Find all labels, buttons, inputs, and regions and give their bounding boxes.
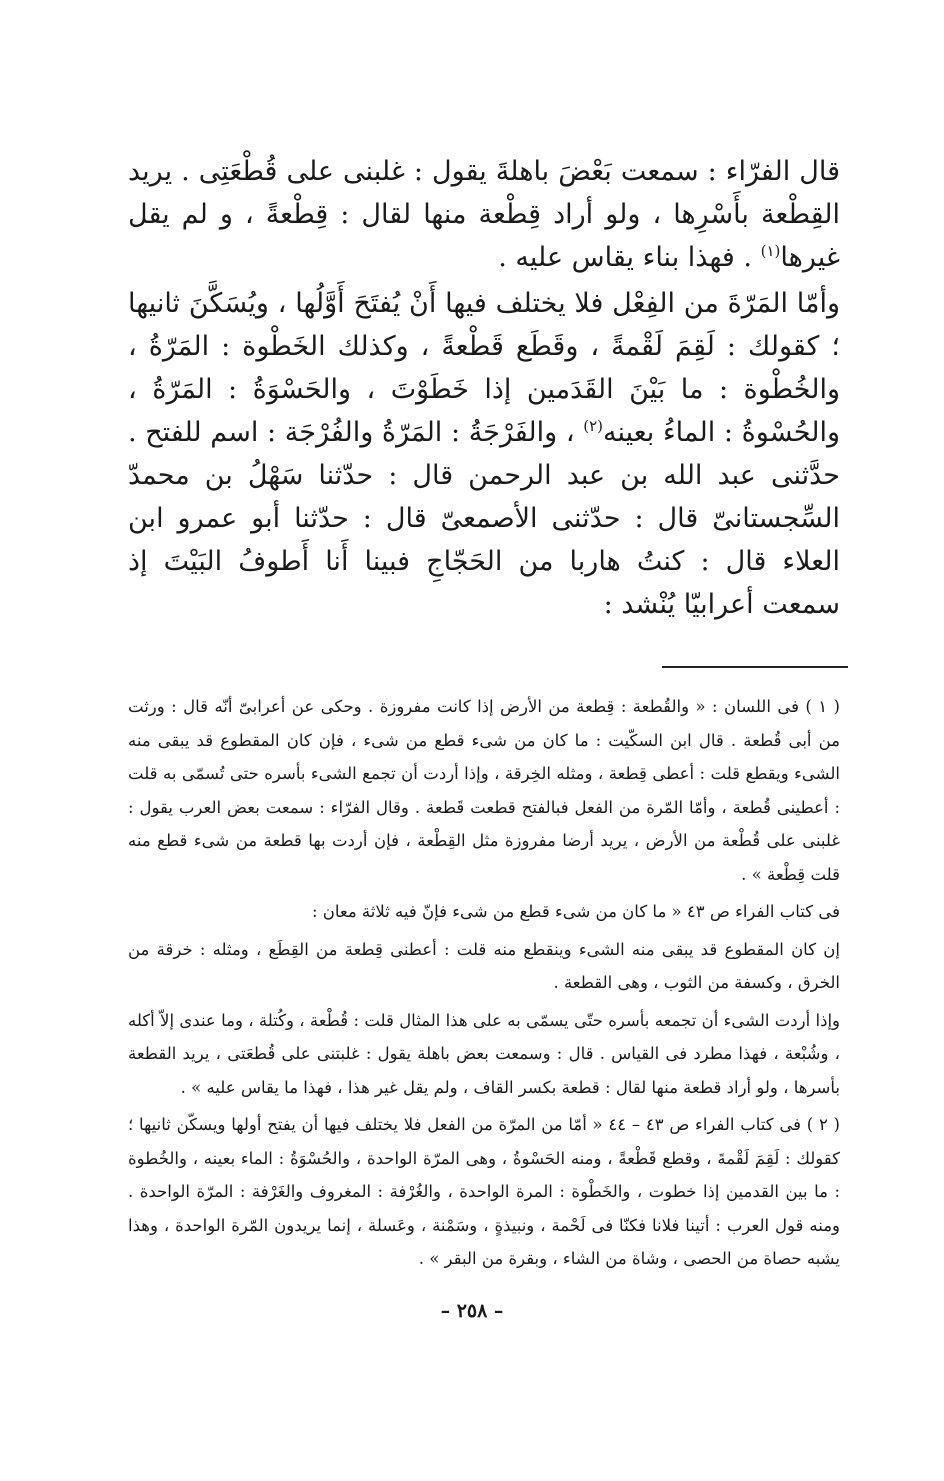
footnote-ref-2: (٢) bbox=[583, 417, 603, 435]
main-text-block bbox=[128, 150, 840, 626]
footnote-2: ( ٢ ) فى كتاب الفراء ص ٤٣ – ٤٤ « أمّا من المرّة من الفعل فلا يختلف فيها أن يفتح أولها ويسكّن ثانيها ؛ كقولك : لَقِمَ لَقْمةَ ، وقطع قَطْعةً ، ومنه الحَسْوةُ ، وهى المرّة الواحدة ، والحُسْوَةُ : الماء بعينه ، والخُطوة : ما بين القدمين إذا خطوت ، والخَطْوة : المرة الواحدة ، والغُرْفة : المغروف والغَرْفة : المرّة الواحدة . ومنه قول العرب : أتينا فلانا فكنّا فى لَحْمة ، ونبيذةٍ ، وسَمْنة ، وعَسلة ، إنما يريدون المّرة الواحدة ، وهذا يشبه حصاة من الحصى ، وشاة من الشاء ، وبقرة من البقر » . bbox=[128, 1115, 840, 1268]
footnote-1-part-d: وإذا أردت الشىء أن تجمعه بأسره حتّى يسمّى به على هذا المثال قلت : قُطْعة ، وكُتلة ، وما عندى إلاّ أكله ، وشُبْعة ، فهذا مطرد فى القياس . قال : وسمعت بعض باهلة يقول : غلبتنى على قُطعَتى ، يريد القطعة بأسرها ، ولو أراد قطعة منها لقال : قطعة بكسر القاف ، ولم يقل غير هذا ، فهذا ما يقاس عليه » . bbox=[128, 1010, 840, 1097]
page-number: – ٢٥٨ – bbox=[440, 1300, 504, 1322]
main-paragraph-2-tail: ، والفَرْجَةُ : المَرّةُ والفُرْجَة : اسم للفتح . حدَّثنى عبد الله بن عبد الرحمن قال : حدّثنا سَهْلُ بن محمدّ السِّجستانىّ قال : حدّثنى الأصمعىّ قال : حدّثنا أبو عمرو ابن العلاء قال : كنتُ هاربا من الحَجّاجِ فبينا أَنا أَطوفُ البَيْتَ إذ سمعت أعرابيّا يُنْشد : bbox=[128, 417, 840, 620]
footnote-1-part-b: فى كتاب الفراء ص ٤٣ « ما كان من شىء قطع من شىء فإنّ فيه ثلاثة معان : bbox=[311, 902, 840, 921]
footnote-ref-1: (١) bbox=[760, 242, 781, 260]
footnote-1-part-c: إن كان المقطوع قد يبقى منه الشىء وينقطع منه قلت : أعطنى قِطعة من القِطَع ، ومثله : خرقة من الخرق ، وكسفة من الثوب ، وهى القطعة . bbox=[128, 939, 840, 992]
footnote-1-part-a: ( ١ ) فى اللسان : « والقُطعة : قِطعة من الأرض إذا كانت مفروزة . وحكى عن أعرابىّ أنّه قال : ورثت من أبى قُطعة . قال ابن السكّيت : ما كان من شىء قطع من شىء ، فإن كان المقطوع قد يبقى منه الشىء ويقطع قلت : أعطى قِطعة ، ومثله الخِرقة ، وإذا أردت أن تجمع الشىء بأسره حتى تُسمّى به قلت : أعطينى قُطعة ، وأمّا المّرة من الفعل فبالفتح قطعت قَطعة . وقال الفرّاء : سمعت بعض العرب يقول : غلبنى على قُطْعة من الأرض ، يريد أرضا مفروزة مثل القِطْعة ، فإن أردت بها قطعة من شىء قطع منه قلت قِطْعة » . bbox=[128, 697, 840, 884]
footnotes-block bbox=[128, 690, 840, 1276]
main-paragraph-2-text: وأمّا المَرّةَ من الفِعْل فلا يختلف فيها أَنْ يُفتَحَ أَوَّلُها ، ويُسَكَّنَ ثانيها ؛ كقولك : لَقِمَ لَقْمةً ، وقَطَع قَطْعةً ، وكذلك الخَطْوة : المَرّةُ ، والخُطْوة : ما بَيْنَ القَدَمين إذا خَطَوْتَ ، والحَسْوَةُ : المَرّةُ ، والحُسْوةُ : الماءُ بعينه bbox=[128, 288, 840, 448]
footnote-separator bbox=[662, 666, 848, 668]
main-paragraph-1 bbox=[128, 150, 840, 279]
main-paragraph-1-tail: . فهذا بناء يقاس عليه . bbox=[498, 242, 761, 273]
main-paragraph-2 bbox=[128, 282, 840, 626]
main-paragraph-1-text: قال الفرّاء : سمعت بَعْضَ باهلةَ يقول : غلبنى على قُطْعَتِى . يريد القِطْعة بأَسْرِها ، ولو أراد قِطْعة منها لقال : قِطْعةً ، و لم يقل غيرها bbox=[128, 156, 840, 273]
